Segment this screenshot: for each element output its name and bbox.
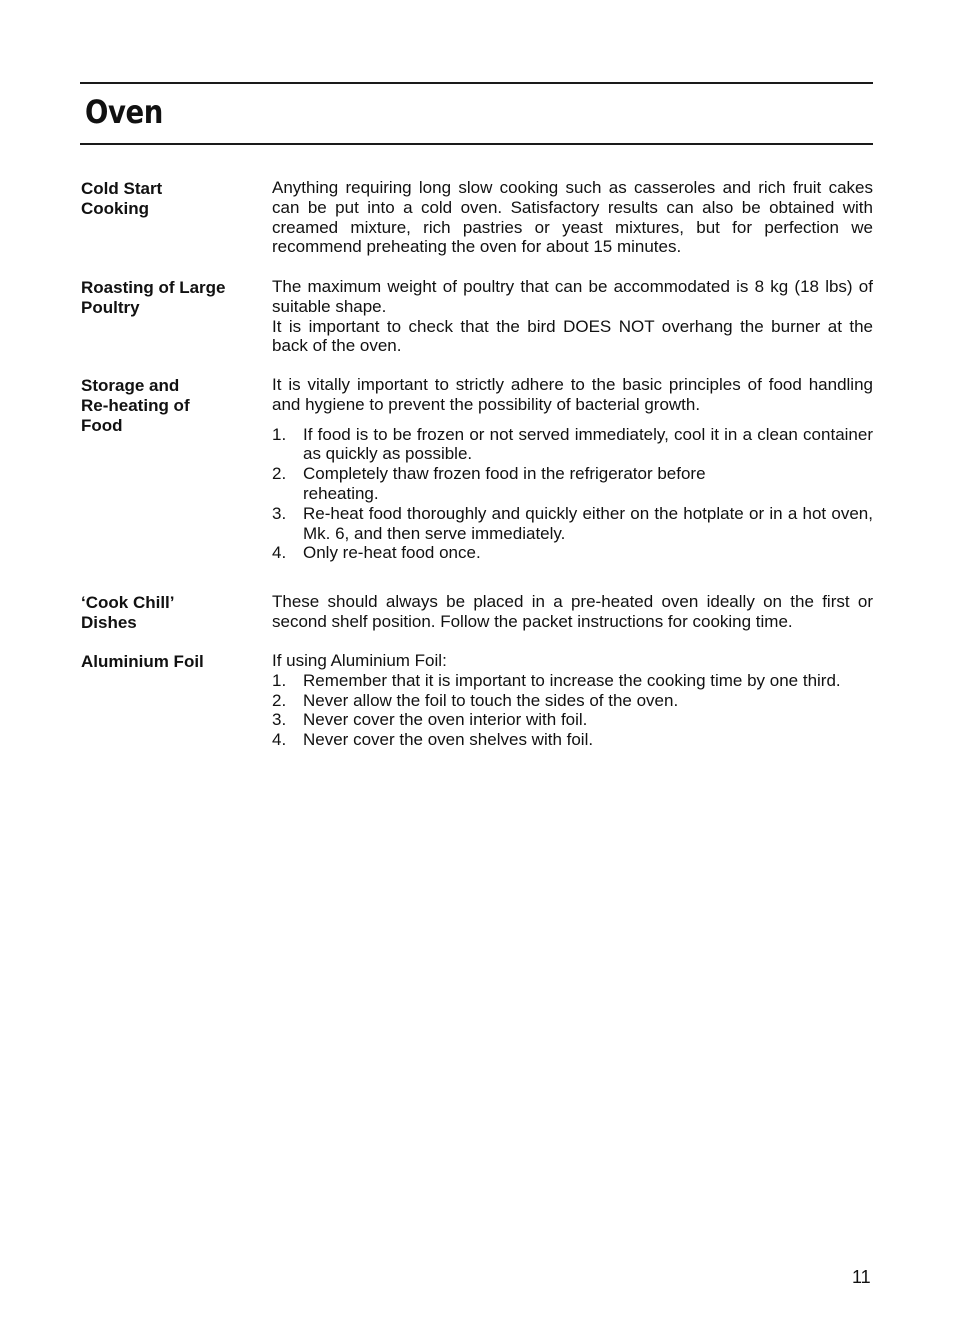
paragraph: These should always be placed in a pre-heated oven ideally on the first or second shelf position. Follow the packet instructions for cooking time. [272, 592, 873, 631]
title-underline-rule [80, 143, 873, 145]
paragraph: It is important to check that the bird DOES NOT overhang the burner at the back of the oven. [272, 316, 873, 356]
list-item [272, 543, 873, 563]
section-label: Storage and Re-heating of Food [81, 376, 190, 435]
list-text: Re-heat food thoroughly and quickly either on the hotplate or in a hot oven, Mk. 6, and then serve immediately. [303, 503, 873, 543]
section-label: Aluminium Foil [81, 652, 204, 671]
paragraph: Anything requiring long slow cooking such as casseroles and rich fruit cakes can be put into a cold oven. Satisfactory results can also be obtained with creamed mixture, rich pastries or yeast mixtures, but for perfection we recommend preheating the oven for about 15 minutes. [272, 178, 873, 257]
list-text: Never cover the oven interior with foil. [303, 710, 588, 730]
section-body [272, 375, 873, 563]
list-item [272, 730, 873, 750]
top-rule [80, 82, 873, 84]
list-item [272, 464, 873, 504]
list-text: Remember that it is important to increase the cooking time by one third. [303, 670, 841, 690]
section-body [272, 178, 873, 257]
list-number: 2. [272, 690, 287, 710]
list-item [272, 504, 873, 544]
numbered-list [272, 671, 873, 750]
list-text: Completely thaw frozen food in the refrigerator before reheating. [303, 464, 706, 503]
section-body [272, 592, 873, 632]
paragraph: The maximum weight of poultry that can be accommodated is 8 kg (18 lbs) of suitable shape. [272, 277, 873, 316]
list-number: 1. [272, 424, 287, 444]
section-body [272, 651, 873, 750]
page-title: Oven [85, 93, 163, 131]
list-number: 1. [272, 670, 287, 690]
list-number: 4. [272, 730, 287, 750]
section-body [272, 277, 873, 356]
list-number: 3. [272, 710, 287, 730]
section-label: Cold Start Cooking [81, 179, 163, 218]
list-item [272, 425, 873, 465]
list-text: Never allow the foil to touch the sides of the oven. [303, 690, 679, 710]
page-number: 11 [852, 1267, 871, 1287]
list-item [272, 710, 873, 730]
list-text: If food is to be frozen or not served immediately, cool it in a clean container as quickly as possible. [303, 424, 873, 464]
list-text: Never cover the oven shelves with foil. [303, 730, 594, 750]
section-label: ‘Cook Chill’ Dishes [81, 593, 175, 632]
list-number: 2. [272, 464, 287, 484]
list-text: Only re-heat food once. [303, 543, 481, 563]
paragraph: It is vitally important to strictly adhere to the basic principles of food handling and hygiene to prevent the possibility of bacterial growth. [272, 375, 873, 414]
list-item [272, 671, 873, 691]
list-number: 4. [272, 543, 287, 563]
list-item [272, 691, 873, 711]
numbered-list [272, 425, 873, 564]
paragraph: If using Aluminium Foil: [272, 651, 447, 670]
section-label: Roasting of Large Poultry [81, 278, 226, 317]
list-number: 3. [272, 503, 287, 523]
